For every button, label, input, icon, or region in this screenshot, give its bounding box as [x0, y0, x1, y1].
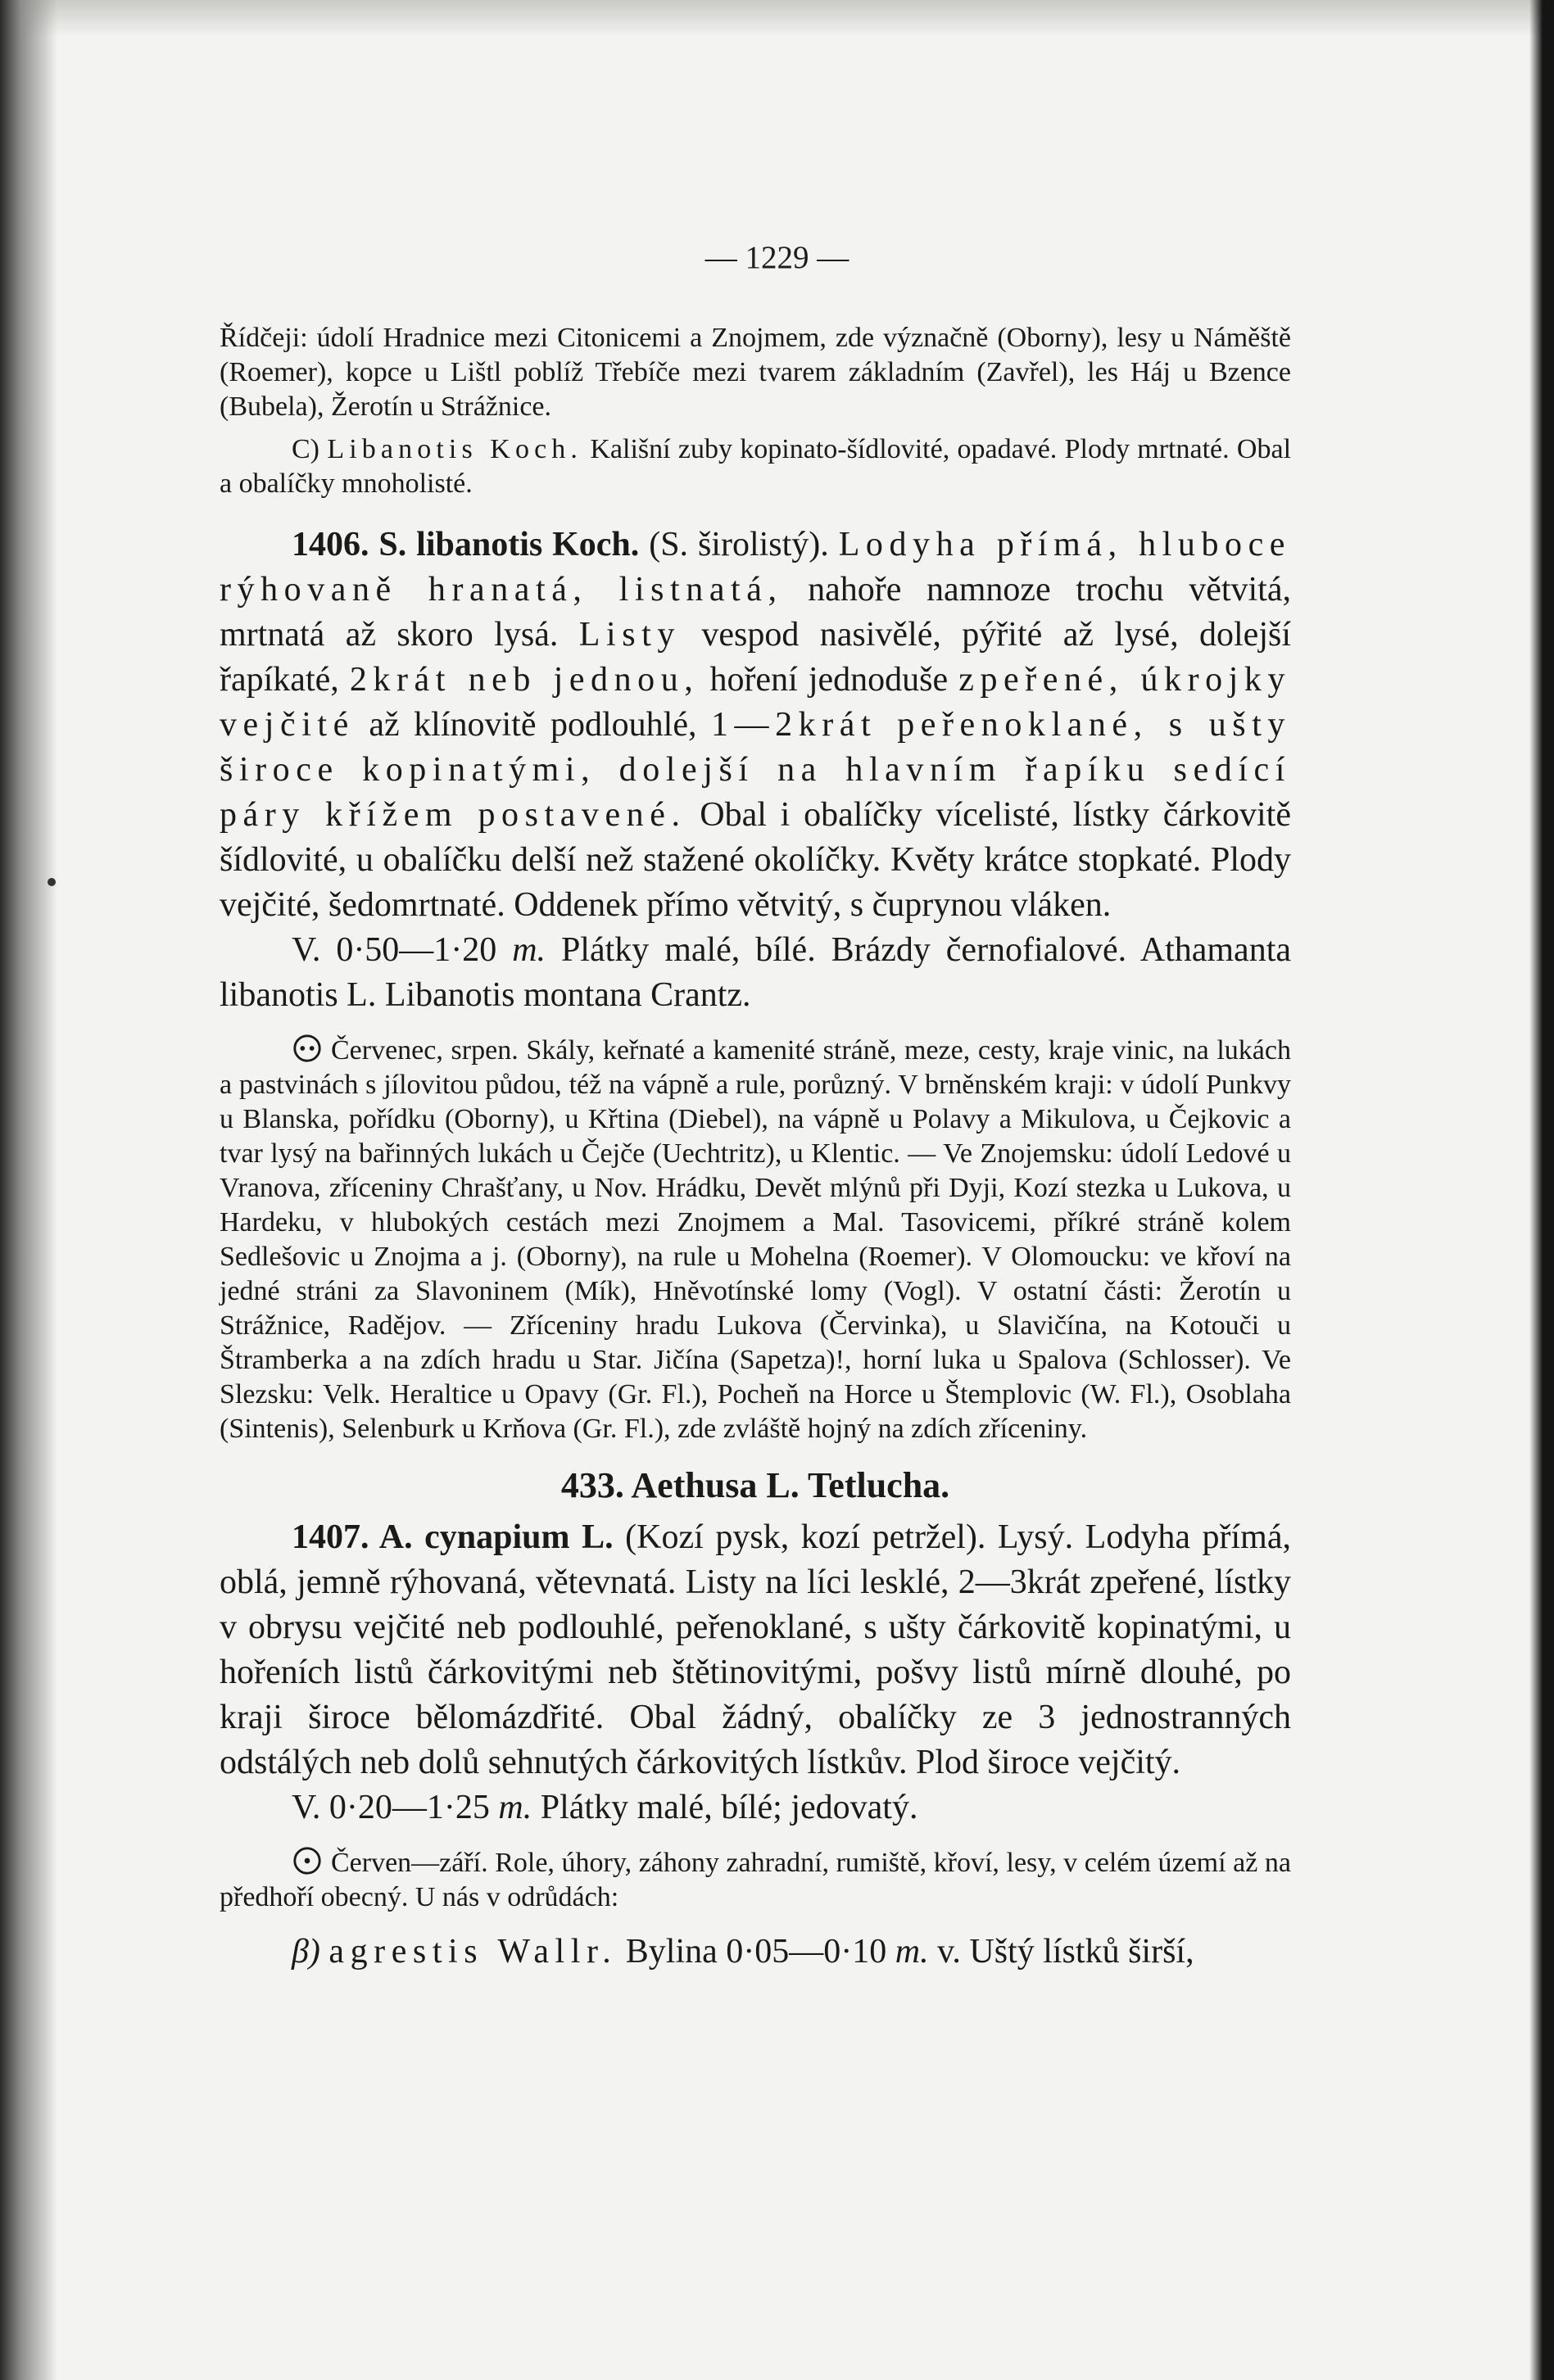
- species-1406: [220, 523, 1291, 928]
- scan-shadow-top: [0, 0, 1554, 37]
- diagnostic-text: Lodyha přímá, hluboce rýhovaně hranatá, listnatá,: [220, 526, 1291, 609]
- distribution-text: Červen—září. Role, úhory, záhony zahradní, rumiště, křoví, lesy, v celém území až na předhoří obecný. U nás v odrůdách:: [220, 1848, 1291, 1912]
- species-heading: 1406. S. libanotis Koch.: [292, 526, 640, 563]
- page-number: — 1229 —: [705, 240, 849, 275]
- size-notes: Plátky malé, bílé; jedovatý.: [532, 1789, 918, 1826]
- size-range: Bylina 0·05—0·10: [617, 1933, 895, 1971]
- variety-libanotis: [220, 432, 1291, 501]
- variety-description: Kališní zuby kopinato-šídlovité, opadavé. Plody mrtnaté. Obal a obalíčky mnoholisté.: [220, 434, 1292, 499]
- diagnostic-text: zpeřené, úkrojky vejčité: [220, 661, 1292, 744]
- variety-name: agrestis Wallr.: [328, 1933, 618, 1971]
- size-unit: m.: [498, 1789, 532, 1826]
- diagnostic-text: Listy: [578, 616, 681, 654]
- size-range: V. 0·50—1·20: [292, 931, 513, 969]
- variety-name: Libanotis Koch.: [327, 434, 583, 464]
- variety-letter: C): [292, 434, 328, 464]
- locality-paragraph: Řídčeji: údolí Hradnice mezi Citonicemi a Znojmem, zde význačně (Oborny), lesy u Náměště (Roemer), kopce u Lištl poblíž Třebíče mezi tvarem základním (Zavřel), les Háj u Bzence (Bubela), Žerotín u Strážnice.: [220, 323, 1291, 422]
- description-text: až klínovitě podlouhlé,: [354, 706, 711, 744]
- diagnostic-text: 1—2krát peřenoklané, s ušty široce kopinatými, dolejší na hlavním řapíku sedící páry křížem postavené.: [220, 706, 1291, 834]
- annual-symbol-icon: [292, 1845, 323, 1876]
- species-1407-distribution: [220, 1845, 1291, 1915]
- page-body: [220, 321, 1291, 1975]
- biennial-symbol-icon: [292, 1033, 323, 1064]
- species-heading: 1407. A. cynapium L.: [292, 1518, 614, 1556]
- common-name: (S. širolistý).: [639, 526, 839, 563]
- species-1407-size: [220, 1785, 1291, 1830]
- species-1407: [220, 1515, 1291, 1785]
- variety-letter: β): [292, 1933, 329, 1971]
- size-unit: m.: [512, 931, 546, 969]
- species-1406-distribution: [220, 1033, 1291, 1446]
- description-text: hoření jednoduše: [699, 661, 959, 699]
- size-notes: Plátky malé, bílé. Brázdy černofialové. Athamanta libanotis L. Libanotis montana Crantz.: [220, 931, 1292, 1014]
- variety-description: v. Uštý lístků širší,: [928, 1933, 1194, 1971]
- stray-mark: [48, 878, 56, 886]
- species-1406-size: [220, 928, 1291, 1018]
- variety-agrestis: [220, 1930, 1291, 1975]
- scan-shadow-left: [0, 0, 57, 2380]
- description-text: nahoře namnoze trochu větvitá, mrtnatá až skoro lysá.: [220, 571, 1291, 654]
- diagnostic-text: 2krát neb jednou,: [349, 661, 700, 699]
- size-unit: m.: [895, 1933, 929, 1971]
- description-text: vespod nasivělé, pýřité až lysé, dolejší řapíkaté,: [220, 616, 1292, 699]
- genus-heading: 433. Aethusa L. Tetlucha.: [560, 1465, 950, 1505]
- distribution-text: Červenec, srpen. Skály, keřnaté a kamenité stráně, meze, cesty, kraje vinic, na lukách a pastvinách s jílovitou půdou, též na vápně a rule, porůzný. V brněnském kraji: v údolí Punkvy u Blanska, pořídku (Oborny), u Křtina (Diebel), na vápně u Polavy a Mikulova, u Čejkovic a tvar lysý na bařinných lukách u Čejče (Uechtritz), u Klentic. — Ve Znojemsku: údolí Ledové u Vranova, zříceniny Chrašťany, u Nov. Hrádku, Devět mlýnů při Dyji, Kozí stezka u Lukova, u Hardeku, v hlubokých cestách mezi Znojmem a Mal. Tasovicemi, příkré stráně kolem Sedlešovic u Znojma a j. (Oborny), na rule u Mohelna (Roemer). V Olomoucku: ve křoví na jedné stráni za Slavoninem (Mík), Hněvotínské lomy (Vogl). V ostatní části: Žerotín u Strážnice, Radějov. — Zříceniny hradu Lukova (Červinka), u Slavičína, na Kotouči u Štramberka a na zdích hradu u Star. Jičína (Sapetza)!, horní luka u Spalova (Schlosser). Ve Slezsku: Velk. Heraltice u Opavy (Gr. Fl.), Pocheň na Horce u Štemplovic (W. Fl.), Osoblaha (Sintenis), Selenburk u Krňova (Gr. Fl.), zde zvláště hojný na zdích zříceniny.: [220, 1035, 1291, 1444]
- scan-shadow-right: [1529, 0, 1554, 2380]
- description-text: Obal i obalíčky vícelisté, lístky čárkovitě šídlovité, u obalíčku delší než stažené okolíčky. Květy krátce stopkaté. Plody vejčité, šedomrtnaté. Oddenek přímo větvitý, s čuprynou vláken.: [220, 796, 1291, 924]
- description-text: (Kozí pysk, kozí petržel). Lysý. Lodyha přímá, oblá, jemně rýhovaná, větevnatá. Listy na líci lesklé, 2—3krát zpeřené, lístky v obrysu vejčité neb podlouhlé, peřenoklané, s ušty čárkovitě kopinatými, u hořeních listů čárkovitými neb štětinovitými, pošvy listů mírně dlouhé, po kraji široce bělomázdřité. Obal žádný, obalíčky ze 3 jednostranných odstálých neb dolů sehnutých čárkovitých lístkův. Plod široce vejčitý.: [220, 1518, 1291, 1781]
- size-range: V. 0·20—1·25: [292, 1789, 499, 1826]
